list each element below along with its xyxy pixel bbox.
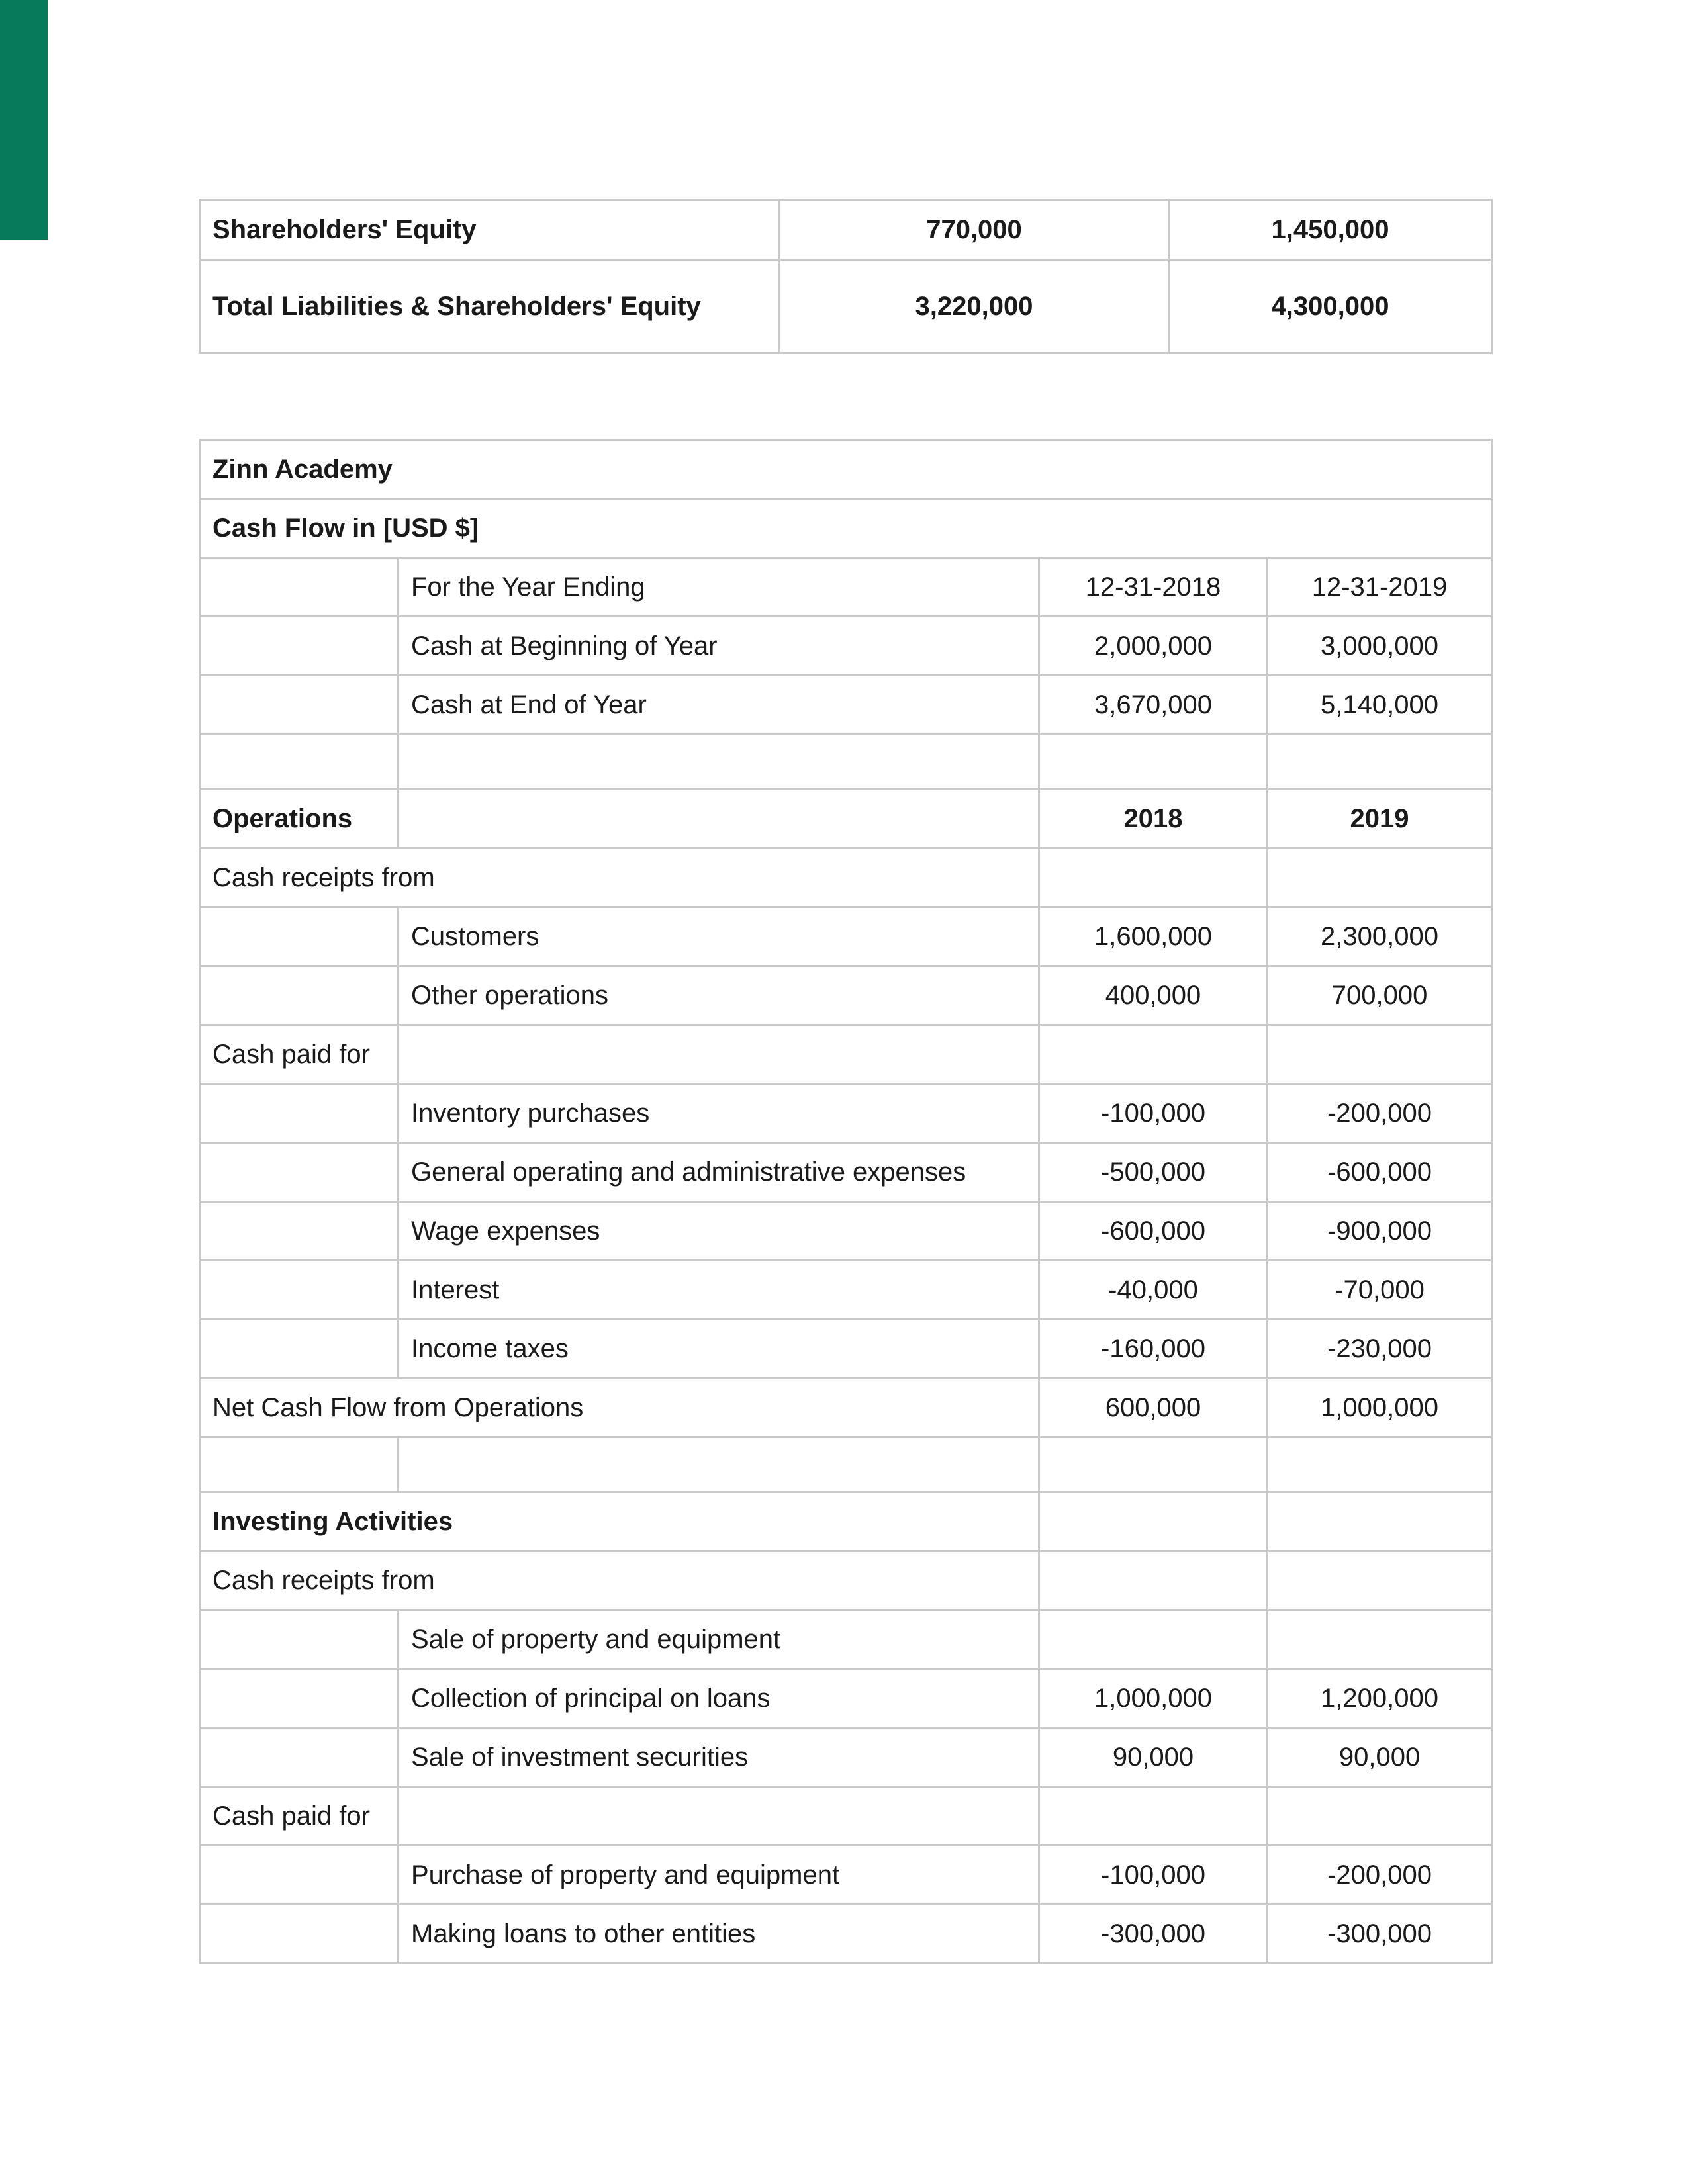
table-row	[200, 440, 1492, 499]
table-row	[200, 1846, 1492, 1905]
value-2018: -160,000	[1039, 1320, 1268, 1379]
value-2019: 1,450,000	[1169, 200, 1492, 260]
cash-flow-table	[199, 439, 1493, 1964]
value-2019: 700,000	[1268, 966, 1492, 1025]
table-row	[200, 1787, 1492, 1846]
value-2019: 2,300,000	[1268, 907, 1492, 966]
row-label: Total Liabilities & Shareholders' Equity	[200, 260, 780, 353]
table-row	[200, 499, 1492, 558]
table-row	[200, 848, 1492, 907]
column-header-2019: 2019	[1268, 790, 1492, 848]
empty-cell	[399, 790, 1039, 848]
balance-sheet-tail-table	[199, 199, 1493, 354]
value-2019: -200,000	[1268, 1084, 1492, 1143]
value-2019: -200,000	[1268, 1846, 1492, 1905]
value-2019: -70,000	[1268, 1261, 1492, 1320]
row-label: Collection of principal on loans	[399, 1669, 1039, 1728]
accent-bar	[0, 0, 48, 240]
value-2018: 2,000,000	[1039, 617, 1268, 676]
row-label: Making loans to other entities	[399, 1905, 1039, 1964]
row-label: Customers	[399, 907, 1039, 966]
row-label: For the Year Ending	[399, 558, 1039, 617]
value-2018: 600,000	[1039, 1379, 1268, 1437]
row-label: Wage expenses	[399, 1202, 1039, 1261]
table-row	[200, 1320, 1492, 1379]
value-2018: -100,000	[1039, 1846, 1268, 1905]
value-2018: 3,220,000	[780, 260, 1169, 353]
statement-title: Cash Flow in [USD $]	[200, 499, 1492, 558]
table-row	[200, 676, 1492, 735]
spacer-row	[200, 1437, 1492, 1492]
table-row	[200, 1261, 1492, 1320]
value-2018: -40,000	[1039, 1261, 1268, 1320]
empty-cell	[200, 676, 399, 735]
value-2018	[1039, 1610, 1268, 1669]
value-2019: -300,000	[1268, 1905, 1492, 1964]
table-row	[200, 260, 1492, 353]
empty-cell	[200, 617, 399, 676]
row-label: General operating and administrative expenses	[399, 1143, 1039, 1202]
value-2018: 770,000	[780, 200, 1169, 260]
table-row	[200, 1025, 1492, 1084]
empty-cell	[200, 558, 399, 617]
value-2018: -300,000	[1039, 1905, 1268, 1964]
value-2019: 3,000,000	[1268, 617, 1492, 676]
group-label: Cash paid for	[200, 1787, 399, 1846]
value-2019: -230,000	[1268, 1320, 1492, 1379]
table-row	[200, 907, 1492, 966]
group-label: Cash receipts from	[200, 1551, 1039, 1610]
table-row	[200, 1728, 1492, 1787]
table-row	[200, 617, 1492, 676]
value-2018: -500,000	[1039, 1143, 1268, 1202]
row-label: Purchase of property and equipment	[399, 1846, 1039, 1905]
value-2019: 90,000	[1268, 1728, 1492, 1787]
row-label: Income taxes	[399, 1320, 1039, 1379]
table-row	[200, 1551, 1492, 1610]
table-row	[200, 558, 1492, 617]
value-2019: 1,000,000	[1268, 1379, 1492, 1437]
spacer-row	[200, 735, 1492, 790]
value-2018: 12-31-2018	[1039, 558, 1268, 617]
value-2018: -600,000	[1039, 1202, 1268, 1261]
value-2019	[1268, 1610, 1492, 1669]
value-2019: 5,140,000	[1268, 676, 1492, 735]
section-heading: Investing Activities	[200, 1492, 1039, 1551]
value-2019: 12-31-2019	[1268, 558, 1492, 617]
row-label: Inventory purchases	[399, 1084, 1039, 1143]
column-header-2018: 2018	[1039, 790, 1268, 848]
row-label: Sale of investment securities	[399, 1728, 1039, 1787]
value-2019: -900,000	[1268, 1202, 1492, 1261]
row-label: Sale of property and equipment	[399, 1610, 1039, 1669]
table-row	[200, 1492, 1492, 1551]
table-row	[200, 1202, 1492, 1261]
value-2018: 400,000	[1039, 966, 1268, 1025]
table-row	[200, 1610, 1492, 1669]
table-row	[200, 1669, 1492, 1728]
row-label: Cash at Beginning of Year	[399, 617, 1039, 676]
group-label: Cash receipts from	[200, 848, 1039, 907]
table-row	[200, 200, 1492, 260]
value-2019: -600,000	[1268, 1143, 1492, 1202]
row-label: Interest	[399, 1261, 1039, 1320]
company-name: Zinn Academy	[200, 440, 1492, 499]
value-2018: -100,000	[1039, 1084, 1268, 1143]
table-row	[200, 1084, 1492, 1143]
table-row	[200, 790, 1492, 848]
table-row	[200, 966, 1492, 1025]
value-2019: 1,200,000	[1268, 1669, 1492, 1728]
section-heading: Operations	[200, 790, 399, 848]
table-row	[200, 1379, 1492, 1437]
value-2019: 4,300,000	[1169, 260, 1492, 353]
value-2018: 1,600,000	[1039, 907, 1268, 966]
table-row	[200, 1905, 1492, 1964]
value-2018: 3,670,000	[1039, 676, 1268, 735]
value-2018: 1,000,000	[1039, 1669, 1268, 1728]
value-2018: 90,000	[1039, 1728, 1268, 1787]
group-label: Cash paid for	[200, 1025, 399, 1084]
total-label: Net Cash Flow from Operations	[200, 1379, 1039, 1437]
row-label: Cash at End of Year	[399, 676, 1039, 735]
row-label: Other operations	[399, 966, 1039, 1025]
row-label: Shareholders' Equity	[200, 200, 780, 260]
table-row	[200, 1143, 1492, 1202]
